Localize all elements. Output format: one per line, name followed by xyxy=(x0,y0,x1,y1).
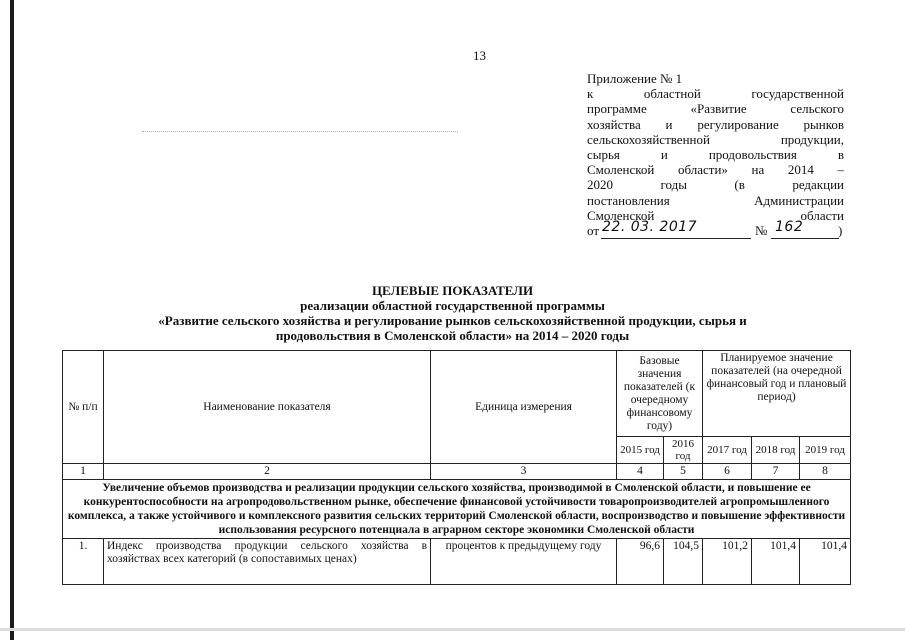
page-number: 13 xyxy=(473,48,486,63)
year-cell: 2015 год xyxy=(617,437,664,464)
header-base: Базовые значения показателей (к очередному финансовому году) xyxy=(617,351,703,437)
doc-subtitle: «Развитие сельского хозяйства и регулирование рынков сельскохозяйственной продукции, сырья и xyxy=(158,313,747,328)
table-row xyxy=(63,539,851,585)
row-number: 1. xyxy=(63,539,104,585)
indicators-table xyxy=(62,350,851,585)
column-number: 1 xyxy=(63,464,104,480)
appendix-line: программе «Развитие сельского xyxy=(587,101,844,117)
handwritten-number: 162 xyxy=(775,219,804,236)
appendix-line: Смоленской области» на 2014 – xyxy=(587,162,844,178)
header-unit: Единица измерения xyxy=(431,351,617,464)
header-planned: Планируемое значение показателей (на очередной финансовый год и плановый период) xyxy=(703,351,851,437)
handwritten-date: 22. 03. 2017 xyxy=(602,219,698,236)
appendix-line: 2020 годы (в редакции xyxy=(587,177,844,193)
value-cell: 104,5 xyxy=(664,539,703,585)
appendix-block xyxy=(587,71,844,240)
date-number-line xyxy=(587,219,844,240)
header-num: № п/п xyxy=(63,351,104,464)
year-cell: 2016 год xyxy=(664,437,703,464)
column-number: 7 xyxy=(752,464,800,480)
doc-subtitle: продовольствия в Смоленской области» на 2014 – 2020 годы xyxy=(275,328,630,343)
value-cell: 96,6 xyxy=(617,539,664,585)
column-number: 3 xyxy=(431,464,617,480)
column-number: 4 xyxy=(617,464,664,480)
year-cell: 2017 год xyxy=(703,437,752,464)
value-cell: 101,2 xyxy=(703,539,752,585)
number-prefix: № xyxy=(755,223,768,239)
column-number-row xyxy=(63,464,851,480)
closing-paren: ) xyxy=(838,223,843,239)
indicator-name: Индекс производства продукции сельского хозяйства в хозяйствах всех категорий (в сопоставимых ценах) xyxy=(104,539,431,585)
appendix-line: к областной государственной xyxy=(587,86,844,102)
from-prefix: от xyxy=(587,223,600,239)
doc-subtitle: реализации областной государственной программы xyxy=(300,298,605,313)
section-row xyxy=(63,480,851,539)
column-number: 5 xyxy=(664,464,703,480)
appendix-title: Приложение № 1 xyxy=(587,71,683,86)
value-cell: 101,4 xyxy=(752,539,800,585)
year-cell: 2018 год xyxy=(752,437,800,464)
appendix-line: Смоленской области xyxy=(587,207,844,223)
doc-title: ЦЕЛЕВЫЕ ПОКАЗАТЕЛИ xyxy=(371,283,534,298)
header-row xyxy=(63,351,851,437)
indicator-unit: процентов к предыдущему году xyxy=(431,539,617,585)
number-underline xyxy=(771,238,839,239)
date-underline xyxy=(601,238,751,239)
scan-bottom-edge xyxy=(0,628,905,631)
column-number: 2 xyxy=(104,464,431,480)
appendix-line: постановления Администрации xyxy=(587,192,844,208)
column-number: 8 xyxy=(800,464,851,480)
column-number: 6 xyxy=(703,464,752,480)
appendix-line: сырья и продовольствия в xyxy=(587,147,844,163)
header-name: Наименование показателя xyxy=(104,351,431,464)
scan-artifact-line xyxy=(142,131,458,132)
appendix-line: хозяйства и регулирование рынков xyxy=(587,116,844,132)
appendix-line: сельскохозяйственной продукции, xyxy=(587,131,844,147)
year-cell: 2019 год xyxy=(800,437,851,464)
value-cell: 101,4 xyxy=(800,539,851,585)
section-title: Увеличение объемов производства и реализации продукции сельского хозяйства, производимой в Смоленской области, и повышение ее конкурентоспособности на агропродовольственном рынке, обеспечение финансовой устойчивости товаропроизводителей агропромышленного комплекса, а также устойчивого и комплексного развития сельских территорий Смоленской области, воспроизводство и повышение эффективности использования ресурсного потенциала в аграрном секторе экономики Смоленской области xyxy=(63,480,851,539)
